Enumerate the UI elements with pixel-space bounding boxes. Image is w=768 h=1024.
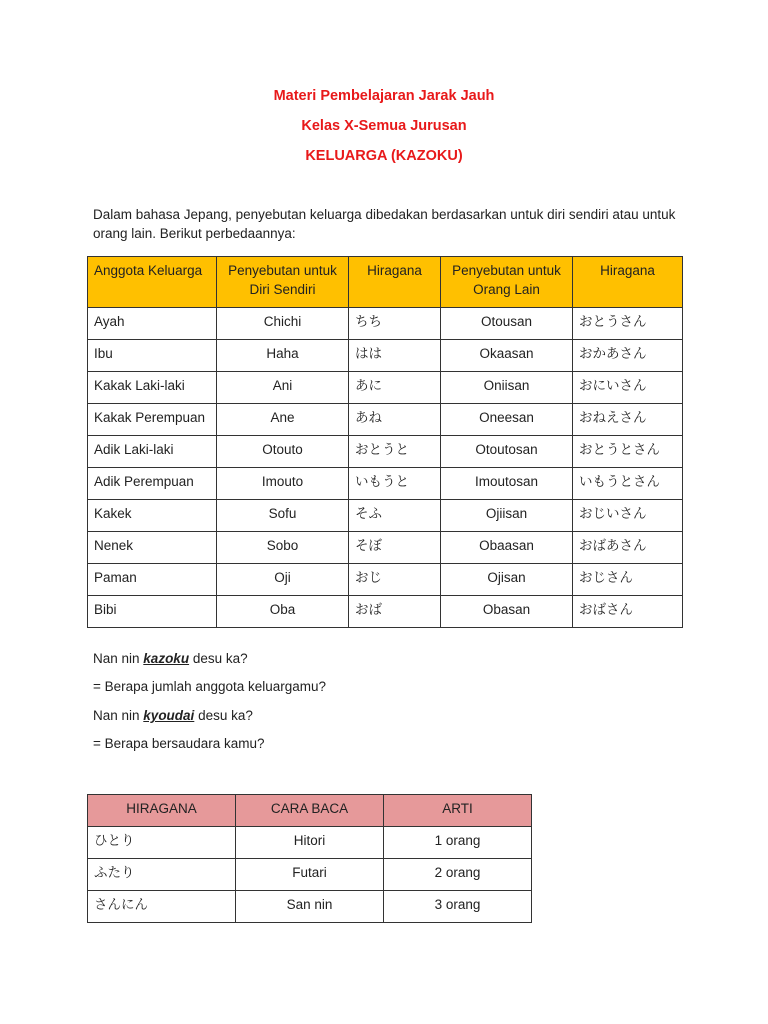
cell-diri-sendiri: Chichi: [217, 308, 349, 340]
table-row: [88, 532, 683, 564]
cell-hiragana-orang: おばさん: [573, 596, 683, 628]
cell-hiragana-orang: おにいさん: [573, 372, 683, 404]
cell-hiragana-diri: いもうと: [349, 468, 441, 500]
cell-orang-lain: Okaasan: [441, 340, 573, 372]
cell-diri-sendiri: Imouto: [217, 468, 349, 500]
intro-paragraph: Dalam bahasa Jepang, penyebutan keluarga dibedakan berdasarkan untuk diri sendiri atau untuk orang lain. Berikut perbedaannya:: [93, 207, 676, 241]
header-hiragana-1: Hiragana: [349, 257, 441, 308]
table-row: [88, 340, 683, 372]
table-row: [88, 596, 683, 628]
cell-hiragana-diri: あね: [349, 404, 441, 436]
cell-hiragana-diri: そふ: [349, 500, 441, 532]
cell-arti: 3 orang: [384, 891, 532, 923]
answer-kazoku: = Berapa jumlah anggota keluargamu?: [93, 679, 327, 694]
cell-hiragana-diri: はは: [349, 340, 441, 372]
cell-hiragana-diri: おじ: [349, 564, 441, 596]
keyword-kyoudai: kyoudai: [143, 708, 195, 723]
table-row: [88, 308, 683, 340]
cell-diri-sendiri: Otouto: [217, 436, 349, 468]
header-hiragana-2: Hiragana: [573, 257, 683, 308]
cell-anggota: Paman: [88, 564, 217, 596]
cell-arti: 1 orang: [384, 827, 532, 859]
question-kazoku: [93, 651, 248, 666]
cell-hiragana-diri: おとうと: [349, 436, 441, 468]
cell-hiragana-diri: あに: [349, 372, 441, 404]
cell-anggota: Ibu: [88, 340, 217, 372]
cell-hiragana-orang: おじいさん: [573, 500, 683, 532]
cell-orang-lain: Ojisan: [441, 564, 573, 596]
header-arti: ARTI: [384, 795, 532, 827]
cell-anggota: Nenek: [88, 532, 217, 564]
cell-hiragana-orang: おばあさん: [573, 532, 683, 564]
cell-anggota: Kakak Laki-laki: [88, 372, 217, 404]
cell-diri-sendiri: Oba: [217, 596, 349, 628]
table-row: [88, 827, 532, 859]
cell-diri-sendiri: Haha: [217, 340, 349, 372]
cell-hiragana-orang: おじさん: [573, 564, 683, 596]
cell-orang-lain: Obaasan: [441, 532, 573, 564]
cell-arti: 2 orang: [384, 859, 532, 891]
question-kyoudai-pre: Nan nin: [93, 708, 144, 723]
question-kyoudai: [93, 708, 253, 723]
header-hiragana: HIRAGANA: [88, 795, 236, 827]
family-table-header: [88, 257, 683, 308]
count-table: [87, 794, 532, 923]
question-kazoku-post: desu ka?: [189, 651, 248, 666]
table-row: [88, 500, 683, 532]
answer-kyoudai: = Berapa bersaudara kamu?: [93, 736, 265, 751]
cell-orang-lain: Oneesan: [441, 404, 573, 436]
cell-hiragana-diri: おば: [349, 596, 441, 628]
doc-title-1: Materi Pembelajaran Jarak Jauh: [273, 88, 495, 104]
cell-anggota: Ayah: [88, 308, 217, 340]
cell-diri-sendiri: Ane: [217, 404, 349, 436]
doc-title-2: Kelas X-Semua Jurusan: [301, 118, 467, 134]
cell-orang-lain: Oniisan: [441, 372, 573, 404]
cell-orang-lain: Otousan: [441, 308, 573, 340]
cell-hiragana-orang: いもうとさん: [573, 468, 683, 500]
cell-hiragana-orang: おとうさん: [573, 308, 683, 340]
header-cara-baca: CARA BACA: [236, 795, 384, 827]
cell-orang-lain: Obasan: [441, 596, 573, 628]
cell-orang-lain: Otoutosan: [441, 436, 573, 468]
cell-hiragana-diri: そぼ: [349, 532, 441, 564]
table-row: [88, 404, 683, 436]
keyword-kazoku: kazoku: [143, 651, 190, 666]
table-row: [88, 891, 532, 923]
cell-anggota: Adik Perempuan: [88, 468, 217, 500]
cell-hiragana-orang: おとうとさん: [573, 436, 683, 468]
cell-anggota: Kakak Perempuan: [88, 404, 217, 436]
table-row: [88, 436, 683, 468]
cell-cara-baca: San nin: [236, 891, 384, 923]
table-row: [88, 564, 683, 596]
cell-anggota: Bibi: [88, 596, 217, 628]
question-kazoku-pre: Nan nin: [93, 651, 144, 666]
count-table-header: [88, 795, 532, 827]
cell-hiragana-orang: おねえさん: [573, 404, 683, 436]
table-row: [88, 468, 683, 500]
cell-orang-lain: Ojiisan: [441, 500, 573, 532]
cell-cara-baca: Futari: [236, 859, 384, 891]
header-orang-lain: Penyebutan untuk Orang Lain: [441, 257, 573, 308]
cell-diri-sendiri: Oji: [217, 564, 349, 596]
cell-hiragana-orang: おかあさん: [573, 340, 683, 372]
cell-hiragana: ふたり: [88, 859, 236, 891]
cell-hiragana: さんにん: [88, 891, 236, 923]
header-diri-sendiri: Penyebutan untuk Diri Sendiri: [217, 257, 349, 308]
cell-anggota: Kakek: [88, 500, 217, 532]
family-table: [87, 256, 683, 628]
cell-cara-baca: Hitori: [236, 827, 384, 859]
header-anggota: Anggota Keluarga: [88, 257, 217, 308]
table-row: [88, 372, 683, 404]
cell-diri-sendiri: Sobo: [217, 532, 349, 564]
question-kyoudai-post: desu ka?: [194, 708, 253, 723]
cell-hiragana-diri: ちち: [349, 308, 441, 340]
cell-diri-sendiri: Ani: [217, 372, 349, 404]
cell-diri-sendiri: Sofu: [217, 500, 349, 532]
cell-anggota: Adik Laki-laki: [88, 436, 217, 468]
cell-orang-lain: Imoutosan: [441, 468, 573, 500]
table-row: [88, 859, 532, 891]
doc-title-3: KELUARGA (KAZOKU): [305, 148, 463, 164]
cell-hiragana: ひとり: [88, 827, 236, 859]
